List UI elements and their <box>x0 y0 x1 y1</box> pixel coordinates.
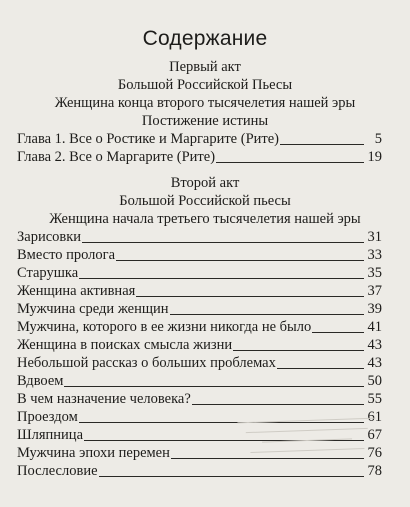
toc-entry-label: Женщина в поисках смысла жизни <box>17 337 233 353</box>
toc-entry-page: 19 <box>367 149 382 165</box>
toc-entry <box>17 148 382 166</box>
toc-entry-label: Старушка <box>17 265 79 281</box>
dot-leader <box>17 386 364 387</box>
toc-entry <box>17 390 382 408</box>
toc-entry-label: Небольшой рассказ о больших проблемах <box>17 355 276 371</box>
act1-heading-line-1: Первый акт <box>169 59 241 75</box>
toc-entry <box>17 264 382 282</box>
toc-entry <box>17 246 382 264</box>
toc-entry-label: Вдвоем <box>17 373 64 389</box>
toc-entry <box>17 354 382 372</box>
toc-entry-label: Мужчина эпохи перемен <box>17 445 170 461</box>
toc-entry-page: 37 <box>367 283 382 299</box>
toc-entry-page: 55 <box>367 391 382 407</box>
toc-entry <box>17 282 382 300</box>
toc-entry-label: Глава 1. Все о Ростике и Маргарите (Рите) <box>17 131 279 147</box>
toc-entry-page: 50 <box>367 373 382 389</box>
toc-entry <box>17 372 382 390</box>
toc-entry-label: Проездом <box>17 409 78 425</box>
toc-entry-label: Мужчина, которого в ее жизни никогда не было <box>17 319 312 335</box>
toc-entry-page: 43 <box>367 337 382 353</box>
act2-heading-line-1: Второй акт <box>170 175 240 191</box>
act2-heading-line-2: Большой Российской пьесы <box>119 193 291 209</box>
toc-entry-page: 67 <box>367 427 382 443</box>
toc-entry-label: Мужчина среди женщин <box>17 301 169 317</box>
toc-entry-page: 35 <box>367 265 382 281</box>
page-title: Содержание <box>142 27 268 50</box>
toc-entry-label: Вместо пролога <box>17 247 116 263</box>
toc-entry <box>17 228 382 246</box>
toc-entry-page: 33 <box>367 247 382 263</box>
toc-entry-label: Глава 2. Все о Маргарите (Рите) <box>17 149 216 165</box>
toc-entry-page: 5 <box>374 131 382 147</box>
toc-entry <box>17 318 382 336</box>
act1-heading-line-4: Постижение истины <box>141 113 269 129</box>
toc-entry-page: 78 <box>367 463 382 479</box>
toc-entry-page: 39 <box>367 301 382 317</box>
toc-entry-label: Зарисовки <box>17 229 82 245</box>
toc-entry-label: Шляпница <box>17 427 84 443</box>
toc-entry-page: 61 <box>367 409 382 425</box>
toc-entry <box>17 336 382 354</box>
toc-entry-page: 31 <box>367 229 382 245</box>
reverse-side-imprint-bleed <box>231 413 382 462</box>
toc-entry-page: 43 <box>367 355 382 371</box>
toc-entry <box>17 130 382 148</box>
toc-entry-page: 41 <box>367 319 382 335</box>
toc-entry-label: В чем назначение человека? <box>17 391 191 407</box>
toc-entry-page: 76 <box>367 445 382 461</box>
toc-entry <box>17 300 382 318</box>
toc-entry-label: Женщина активная <box>17 283 136 299</box>
act2-heading-line-3: Женщина начала третьего тысячелетия нашей эры <box>49 211 361 227</box>
toc-entry <box>17 462 382 480</box>
act1-heading-line-3: Женщина конца второго тысячелетия нашей эры <box>54 95 356 111</box>
toc-entry-label: Послесловие <box>17 463 98 479</box>
act1-heading-line-2: Большой Российской Пьесы <box>117 77 293 93</box>
